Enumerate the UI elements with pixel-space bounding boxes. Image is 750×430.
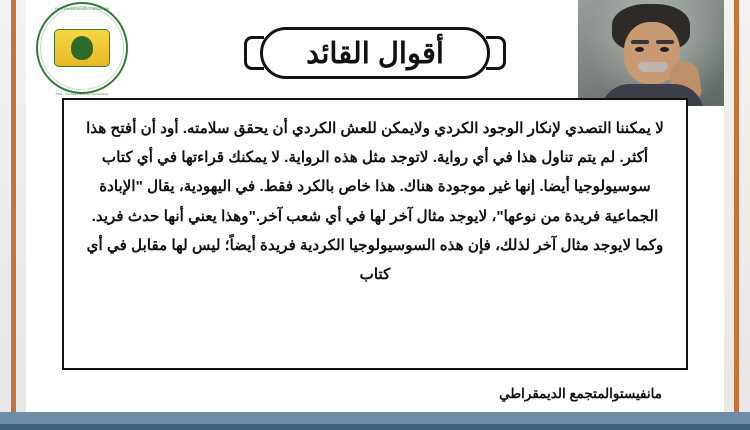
emblem-face-silhouette xyxy=(71,36,93,60)
quote-text: لا يمكننا التصدي لإنكار الوجود الكردي ولايمكن للعش الكردي أن يحقق سلامته. أود أن أفتح هذا أكثر. لم يتم تناول هذا في أي رواية. لاتوجد مثل هذه الرواية. لا يمكنك قراءتها في أي كتاب سوسيولوجيا أيضا. إنها غير موجودة هناك. هذا خاص بالكرد فقط. في اليهودية، يقال "الإبادة الجماعية فريدة من نوعها"، لايوجد مثال آخر لها في أي شعب آخر."وهذا يعني أنها حدث فريد. وكما لايوجد مثال آخر لذلك، فإن هذه السوسيولوجيا الكردية فريدة أيضاً؛ ليس لها مقابل في أي كتاب xyxy=(86,120,664,283)
emblem-top-label: PARTIYA KARKERÊN KURDISTAN xyxy=(55,7,109,11)
leader-portrait-image xyxy=(578,0,724,106)
emblem-caption: PKK - Partiya Karkerên Kurdistanê xyxy=(55,92,109,96)
right-decorative-band xyxy=(724,0,750,430)
left-accent-stripe xyxy=(11,0,16,430)
party-emblem-icon xyxy=(36,2,128,94)
quote-box xyxy=(62,98,688,370)
portrait-eye-right xyxy=(660,47,669,52)
title-plate xyxy=(260,27,490,79)
emblem-star-badge xyxy=(54,29,110,67)
portrait-eyebrow-right xyxy=(656,40,674,44)
bottom-accent-stripe xyxy=(0,424,750,430)
portrait-eye-left xyxy=(635,47,644,52)
left-decorative-band xyxy=(0,0,26,430)
right-accent-stripe xyxy=(734,0,739,430)
quote-source: مانفيستوالمتجمع الديمقراطي xyxy=(499,386,662,401)
page-title: أقوال القائد xyxy=(306,37,444,70)
bottom-decorative-band xyxy=(0,412,750,430)
portrait-moustache xyxy=(638,62,668,72)
portrait-eyebrow-left xyxy=(631,40,649,44)
